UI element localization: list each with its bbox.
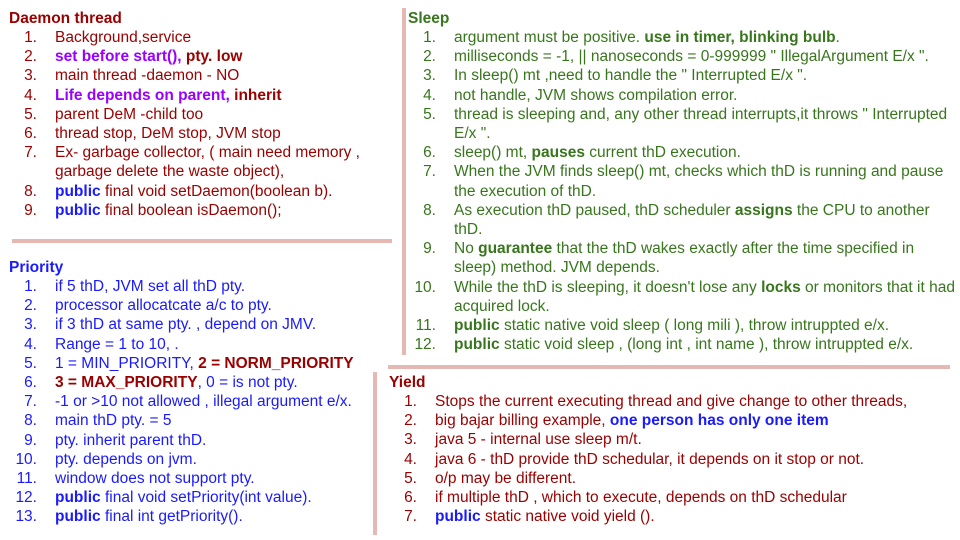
list-text: pauses: [531, 144, 585, 162]
yield-list-item: [389, 488, 954, 507]
list-text: guarantee: [478, 240, 553, 258]
list-text: argument must be positive.: [454, 29, 645, 46]
list-number: 3.: [24, 67, 37, 85]
list-text: java 6 - thD provide thD schedular, it depends on it stop or not.: [435, 450, 865, 468]
list-number: 3.: [404, 431, 417, 449]
sleep-title: Sleep: [408, 10, 450, 27]
list-text: public: [55, 489, 101, 507]
sleep-list-item: [408, 278, 956, 316]
priority-list: [9, 277, 389, 527]
list-text: assigns: [734, 201, 793, 219]
list-text: .: [835, 29, 840, 46]
list-text: one person has only one item: [609, 412, 829, 430]
sleep-list: [408, 28, 956, 354]
sleep-list-item: [408, 28, 956, 47]
list-number: 6.: [404, 489, 417, 507]
list-number: 2.: [24, 297, 37, 315]
list-text: final boolean isDaemon();: [100, 201, 282, 219]
priority-list-item: [9, 354, 389, 373]
list-number: 10.: [414, 278, 436, 296]
list-text: pty. depends on jvm.: [55, 450, 197, 468]
yield-list-item: [389, 411, 954, 430]
list-text: final void setDaemon(boolean b).: [100, 182, 333, 200]
priority-list-item: [9, 335, 389, 354]
list-text: main thread -daemon - NO: [55, 67, 240, 85]
list-text: use in timer, blinking bulb: [644, 29, 836, 46]
daemon-thread-title: Daemon thread: [9, 10, 122, 27]
daemon-list-item: [9, 124, 389, 143]
list-number: 7.: [24, 144, 37, 162]
list-text: pty. inherit parent thD.: [55, 431, 207, 449]
list-text: that the thD wakes exactly after the time specified in sleep) method. JVM depends.: [454, 240, 915, 277]
list-number: 9.: [24, 431, 37, 449]
list-number: 1.: [24, 29, 37, 46]
list-text: In sleep() mt ,need to handle the " Interrupted E/x ".: [454, 67, 808, 85]
list-text: No: [454, 240, 479, 258]
priority-list-item: [9, 277, 389, 296]
priority-section: [9, 258, 389, 527]
list-number: 1.: [404, 393, 417, 410]
list-number: 3.: [423, 67, 436, 85]
daemon-list-item: [9, 105, 389, 124]
list-text: As execution thD paused, thD scheduler: [454, 201, 735, 219]
sleep-list-item: [408, 162, 956, 200]
priority-list-item: [9, 296, 389, 315]
list-number: 5.: [24, 354, 37, 372]
list-text: Range = 1 to 10, .: [55, 335, 179, 353]
list-text: thread stop, DeM stop, JVM stop: [55, 125, 281, 143]
sleep-list-item: [408, 86, 956, 105]
list-number: 7.: [404, 508, 417, 526]
list-number: 12.: [15, 489, 37, 507]
list-text: parent DeM -child too: [55, 105, 204, 123]
list-text: public: [454, 317, 500, 335]
list-text: static void sleep , (long int , int name ), throw intruppted e/x.: [499, 336, 914, 354]
yield-list-item: [389, 392, 954, 411]
list-number: 7.: [24, 393, 37, 411]
sleep-list-item: [408, 335, 956, 354]
list-number: 2.: [404, 412, 417, 430]
priority-list-item: [9, 315, 389, 334]
list-number: 10.: [15, 450, 37, 468]
list-text: final void setPriority(int value).: [100, 489, 312, 507]
list-text: While the thD is sleeping, it doesn't lose any: [454, 278, 762, 296]
list-number: 4.: [404, 450, 417, 468]
list-text: public: [454, 336, 500, 354]
priority-list-item: [9, 488, 389, 507]
priority-list-item: [9, 450, 389, 469]
divider-sleep-vertical: [402, 8, 406, 355]
list-number: 4.: [24, 335, 37, 353]
yield-list-item: [389, 430, 954, 449]
list-number: 1.: [24, 278, 37, 295]
list-text: 2 = NORM_PRIORITY: [198, 354, 354, 372]
list-text: java 5 - internal use sleep m/t.: [435, 431, 642, 449]
list-text: set before start(),: [55, 48, 182, 66]
list-text: processor allocatcate a/c to pty.: [55, 297, 272, 315]
list-number: 5.: [404, 469, 417, 487]
list-number: 5.: [24, 105, 37, 123]
list-text: locks: [761, 278, 801, 296]
list-text: public: [55, 508, 101, 526]
list-text: current thD execution.: [584, 144, 741, 162]
divider-left-horizontal: [12, 239, 392, 243]
sleep-list-item: [408, 201, 956, 239]
sleep-section: [408, 9, 956, 354]
yield-list-item: [389, 507, 954, 526]
list-text: o/p may be different.: [435, 469, 577, 487]
list-number: 9.: [423, 240, 436, 258]
divider-right-horizontal: [388, 365, 950, 369]
list-text: public: [435, 508, 481, 526]
list-number: 3.: [24, 316, 37, 334]
daemon-thread-list: [9, 28, 389, 220]
sleep-list-item: [408, 143, 956, 162]
priority-list-item: [9, 392, 389, 411]
list-text: if multiple thD , which to execute, depends on thD schedular: [435, 489, 847, 507]
sleep-list-item: [408, 105, 956, 143]
daemon-list-item: [9, 86, 389, 105]
daemon-list-item: [9, 143, 389, 181]
list-number: 5.: [423, 105, 436, 123]
list-text: public: [55, 182, 101, 200]
list-number: 8.: [423, 201, 436, 219]
list-text: 1 = MIN_PRIORITY,: [55, 354, 199, 372]
list-text: not handle, JVM shows compilation error.: [454, 86, 738, 104]
divider-yield-vertical: [373, 372, 377, 535]
sleep-list-item: [408, 316, 956, 335]
list-number: 11.: [16, 470, 37, 488]
list-number: 6.: [24, 374, 37, 392]
list-text: or monitors that it had acquired lock.: [454, 278, 955, 315]
sleep-list-item: [408, 66, 956, 85]
list-text: milliseconds = -1, || nanoseconds = 0-999999 " IllegalArgument E/x ".: [454, 48, 929, 66]
list-number: 4.: [24, 86, 37, 104]
list-text: -1 or >10 not allowed , illegal argument e/x.: [55, 393, 352, 411]
priority-list-item: [9, 507, 389, 526]
priority-list-item: [9, 411, 389, 430]
yield-section: [389, 373, 954, 526]
list-number: 1.: [423, 29, 436, 46]
list-number: 2.: [24, 48, 37, 66]
list-number: 8.: [24, 182, 37, 200]
sleep-list-item: [408, 239, 956, 277]
list-number: 6.: [423, 144, 436, 162]
daemon-list-item: [9, 182, 389, 201]
priority-list-item: [9, 373, 389, 392]
priority-title: Priority: [9, 259, 64, 276]
yield-list-item: [389, 450, 954, 469]
yield-title: Yield: [389, 374, 426, 391]
yield-list: [389, 392, 954, 526]
list-text: Life depends on parent,: [55, 86, 230, 104]
list-text: When the JVM finds sleep() mt, checks which thD is running and pause the execution of thD.: [454, 163, 944, 200]
list-text: static native void sleep ( long mili ), throw intruppted e/x.: [499, 317, 890, 335]
yield-list-item: [389, 469, 954, 488]
daemon-list-item: [9, 47, 389, 66]
list-text: pty. low: [181, 48, 243, 66]
daemon-list-item: [9, 28, 389, 47]
daemon-thread-section: [9, 9, 389, 220]
list-text: static native void yield ().: [480, 508, 655, 526]
daemon-list-item: [9, 201, 389, 220]
list-text: final int getPriority().: [100, 508, 243, 526]
list-number: 7.: [423, 163, 436, 181]
list-text: Background,service: [55, 29, 192, 46]
list-text: the CPU to another thD.: [454, 201, 930, 239]
priority-list-item: [9, 431, 389, 450]
list-text: public: [55, 201, 101, 219]
list-text: inherit: [229, 86, 282, 104]
list-number: 9.: [24, 201, 37, 219]
list-number: 13.: [15, 508, 37, 526]
list-number: 12.: [414, 336, 436, 354]
list-text: if 5 thD, JVM set all thD pty.: [55, 278, 246, 295]
list-number: 2.: [423, 48, 436, 66]
sleep-list-item: [408, 47, 956, 66]
list-text: thread is sleeping and, any other thread interrupts,it throws " Interrupted E/x ".: [454, 105, 948, 143]
list-text: big bajar billing example,: [435, 412, 610, 430]
list-text: 3 = MAX_PRIORITY: [55, 374, 198, 392]
list-number: 8.: [24, 412, 37, 430]
list-text: sleep() mt,: [454, 144, 532, 162]
daemon-list-item: [9, 66, 389, 85]
list-text: if 3 thD at same pty. , depend on JMV.: [55, 316, 317, 334]
list-text: Stops the current executing thread and give change to other threads,: [435, 393, 908, 410]
list-text: Ex- garbage collector, ( main need memory , garbage delete the waste object),: [55, 144, 360, 181]
priority-list-item: [9, 469, 389, 488]
list-number: 4.: [423, 86, 436, 104]
list-text: window does not support pty.: [55, 470, 255, 488]
list-number: 6.: [24, 125, 37, 143]
list-text: main thD pty. = 5: [55, 412, 172, 430]
list-number: 11.: [415, 317, 436, 335]
list-text: , 0 = is not pty.: [197, 374, 298, 392]
